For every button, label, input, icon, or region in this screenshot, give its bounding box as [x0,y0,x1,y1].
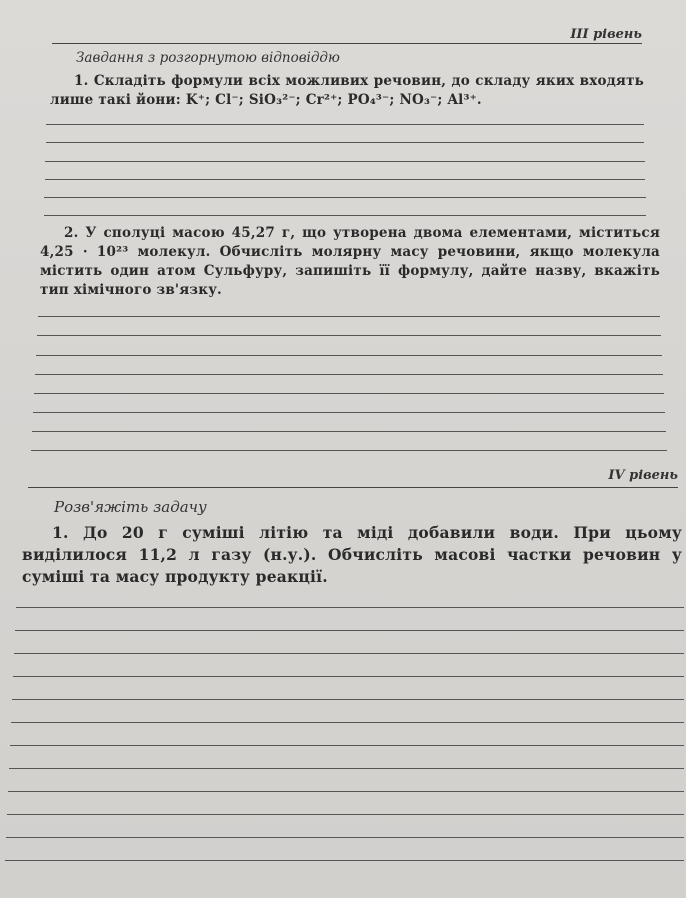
answer-line [7,814,684,815]
answer-line [31,450,667,451]
answer-line [32,431,666,432]
answer-line [45,179,645,180]
level-4-label: IV рівень [608,468,678,483]
answer-line [6,837,684,838]
answer-line [12,699,684,700]
level-3-label: III рівень [570,27,642,42]
answer-line [46,124,644,125]
answer-line [14,653,684,654]
task-1-ions: K⁺; Cl⁻; SiO₃²⁻; Cr²⁺; PO₄³⁻; NO₃⁻; Al³⁺. [185,92,482,108]
answer-line [34,393,664,394]
answer-line [15,630,684,631]
task-1-statement: 1. Складіть формули всіх можливих речовин, до складу яких входять лише такі йони: [50,73,644,108]
level-4-rule [28,487,678,488]
answer-line [44,197,646,198]
answer-line [33,412,665,413]
level-3-rule [52,43,642,44]
answer-line [9,768,684,769]
answer-line [46,142,644,143]
answer-line [13,676,684,677]
task-1-text [50,72,644,110]
task-2-text: 2. У сполуці масою 45,27 г, що утворена двома елементами, міститься 4,25 · 10²³ молекул. Обчисліть молярну масу речовини, якщо молекула містить один атом Сульфуру, запишіть її формулу, дайте назву, вкажіть тип хімічного зв'язку. [40,225,660,298]
answer-line [35,374,663,375]
answer-line [36,355,662,356]
section-title-solve-problem: Розв'яжіть задачу [54,498,207,516]
answer-line [5,860,684,861]
answer-line [8,791,684,792]
problem-1-text: 1. До 20 г суміші літію та міді добавили води. При цьому виділилося 11,2 л газу (н.у.). Обчисліть масові частки речовин у суміші та масу продукту реакції. [22,523,682,586]
answer-line [10,745,684,746]
answer-line [11,722,684,723]
answer-line [45,161,645,162]
answer-line [44,215,646,216]
answer-line [37,335,661,336]
answer-line [38,316,660,317]
section-title-extended-answer: Завдання з розгорнутою відповіддю [76,50,340,66]
answer-line [16,607,684,608]
